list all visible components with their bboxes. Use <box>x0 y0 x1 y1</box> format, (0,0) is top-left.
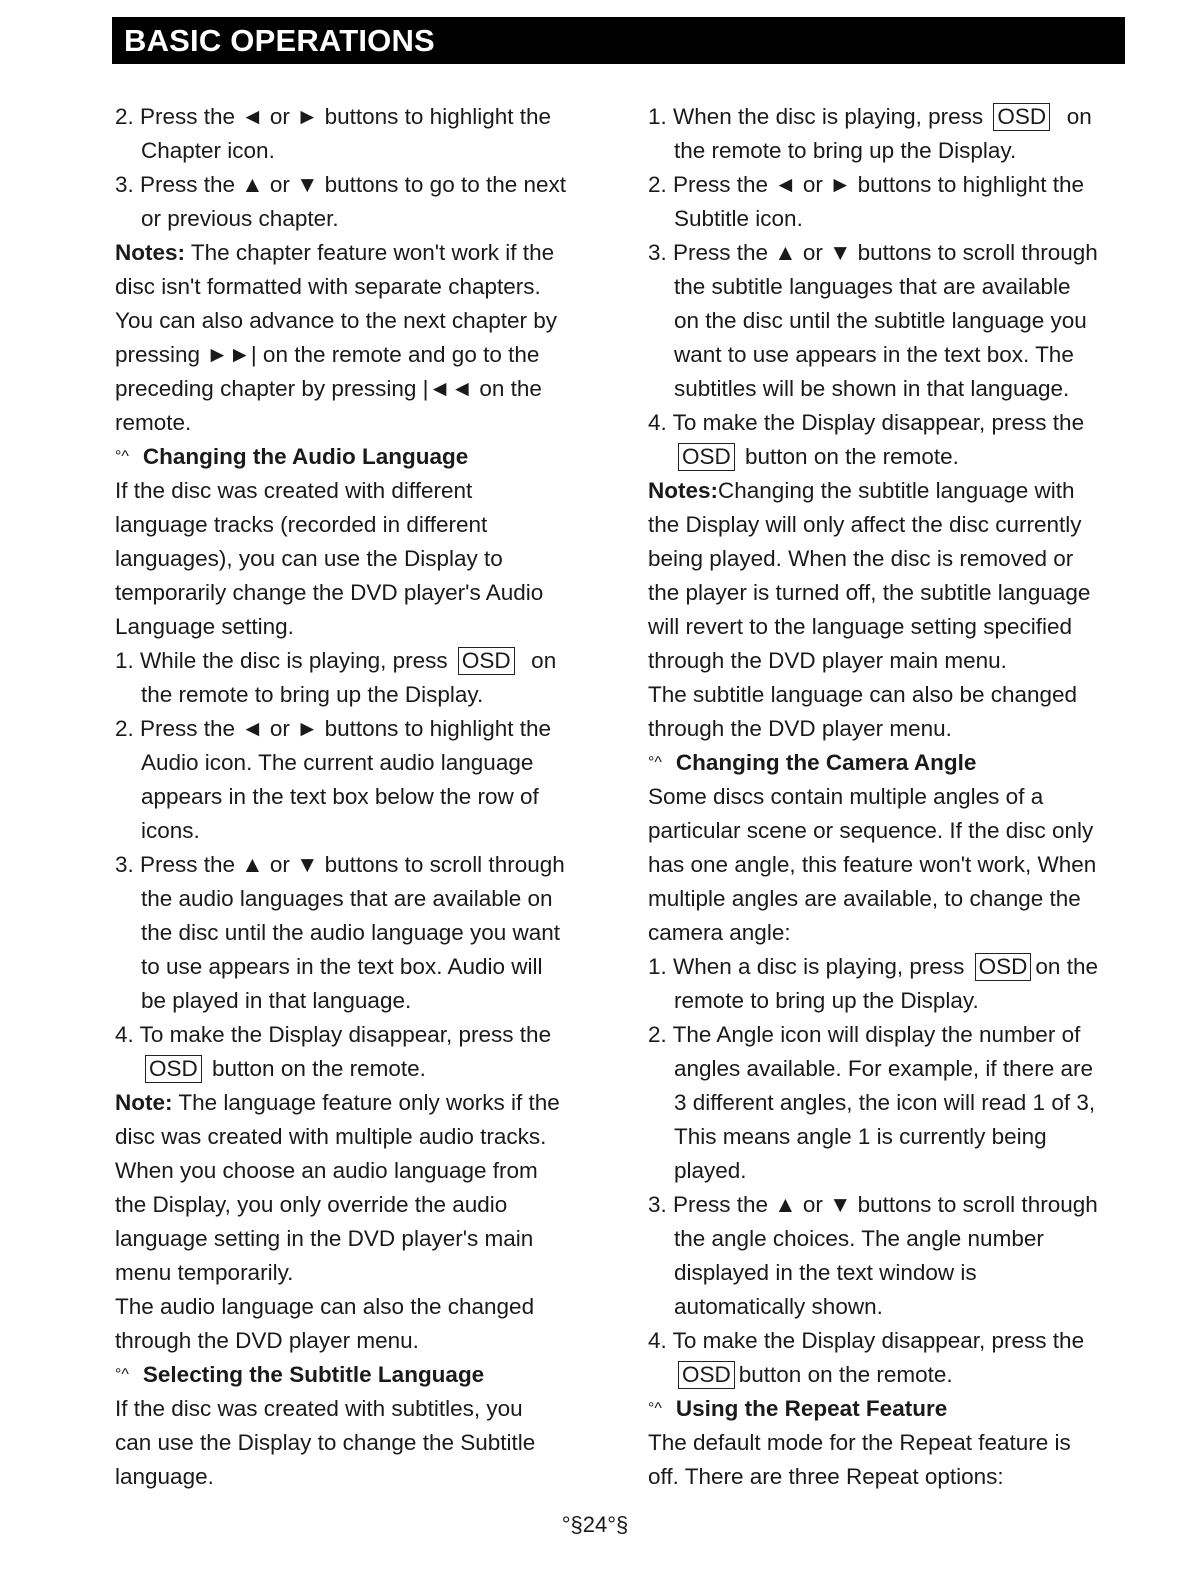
text-line <box>648 542 1138 576</box>
text-line <box>648 1256 1138 1290</box>
text-line <box>648 1086 1138 1120</box>
heading-bullet-icon: °^ <box>115 1366 129 1383</box>
text-line <box>115 644 605 678</box>
text-span: menu temporarily. <box>115 1260 294 1285</box>
text-line <box>115 814 605 848</box>
text-span: 1. When the disc is playing, press <box>648 104 990 129</box>
text-line <box>115 304 605 338</box>
text-line <box>115 270 605 304</box>
text-line <box>648 202 1138 236</box>
text-span: on the disc until the subtitle language you <box>674 308 1087 333</box>
text-line <box>115 780 605 814</box>
text-line <box>115 1052 605 1086</box>
text-span: When you choose an audio language from <box>115 1158 538 1183</box>
text-line <box>648 644 1138 678</box>
bold-label: Note: <box>115 1090 173 1115</box>
text-line <box>115 542 605 576</box>
text-line <box>648 950 1138 984</box>
text-span: 4. To make the Display disappear, press the <box>648 1328 1085 1353</box>
text-line <box>115 168 605 202</box>
text-span: button on the remote. <box>205 1056 426 1081</box>
text-line <box>648 984 1138 1018</box>
text-line <box>648 1290 1138 1324</box>
text-line <box>648 814 1138 848</box>
text-line <box>115 1324 605 1358</box>
text-span: disc was created with multiple audio tracks. <box>115 1124 547 1149</box>
text-span: the Display will only affect the disc currently <box>648 512 1082 537</box>
text-line <box>115 236 605 270</box>
text-line <box>648 1324 1138 1358</box>
text-span: appears in the text box below the row of <box>141 784 539 809</box>
text-span: be played in that language. <box>141 988 412 1013</box>
text-span: the audio languages that are available on <box>141 886 553 911</box>
text-line <box>648 610 1138 644</box>
text-line <box>115 338 605 372</box>
text-span: on <box>1054 104 1092 129</box>
text-line <box>115 1290 605 1324</box>
text-line <box>648 168 1138 202</box>
text-line <box>648 780 1138 814</box>
osd-button-label: OSD <box>678 443 735 471</box>
section-header-bar <box>112 17 1125 64</box>
text-line <box>115 678 605 712</box>
text-span: icons. <box>141 818 200 843</box>
text-line <box>115 882 605 916</box>
text-span: 4. To make the Display disappear, press the <box>648 410 1085 435</box>
text-span: can use the Display to change the Subtitle <box>115 1430 536 1455</box>
text-line <box>648 338 1138 372</box>
text-span: button on the remote. <box>738 444 959 469</box>
text-span: 1. While the disc is playing, press <box>115 648 454 673</box>
text-line <box>648 1154 1138 1188</box>
text-line <box>648 134 1138 168</box>
text-line <box>115 576 605 610</box>
text-span: 2. Press the ◄ or ► buttons to highlight the <box>115 716 552 741</box>
text-span: 1. When a disc is playing, press <box>648 954 971 979</box>
text-line <box>648 304 1138 338</box>
text-line <box>115 1392 605 1426</box>
text-span: angles available. For example, if there are <box>674 1056 1093 1081</box>
text-line <box>115 202 605 236</box>
osd-button-label: OSD <box>678 1361 735 1389</box>
text-span: automatically shown. <box>674 1294 883 1319</box>
text-line <box>648 882 1138 916</box>
text-span: Subtitle icon. <box>674 206 803 231</box>
text-span: 3. Press the ▲ or ▼ buttons to scroll through <box>115 852 565 877</box>
text-span: 3. Press the ▲ or ▼ buttons to scroll through <box>648 1192 1098 1217</box>
text-line <box>648 1358 1138 1392</box>
text-line <box>648 1222 1138 1256</box>
text-line <box>648 678 1138 712</box>
text-span: disc isn't formatted with separate chapters. <box>115 274 541 299</box>
text-line <box>115 848 605 882</box>
text-span: temporarily change the DVD player's Audio <box>115 580 544 605</box>
text-span: Selecting the Subtitle Language <box>142 1362 485 1387</box>
text-span: the subtitle languages that are available <box>674 274 1071 299</box>
heading-bullet-icon: °^ <box>648 754 662 771</box>
text-span: played. <box>674 1158 747 1183</box>
text-line <box>648 440 1138 474</box>
text-span: pressing ►►| on the remote and go to the <box>115 342 540 367</box>
text-line <box>648 1120 1138 1154</box>
text-line <box>648 100 1138 134</box>
text-span: remote to bring up the Display. <box>674 988 979 1013</box>
text-line <box>115 100 605 134</box>
text-line <box>648 236 1138 270</box>
bold-label: Notes: <box>648 478 719 503</box>
text-span: Changing the Camera Angle <box>675 750 977 775</box>
heading-bullet-icon: °^ <box>115 448 129 465</box>
text-span: Changing the subtitle language with <box>718 478 1075 503</box>
text-line <box>115 1426 605 1460</box>
osd-button-label: OSD <box>993 103 1050 131</box>
section-title: BASIC OPERATIONS <box>124 23 435 58</box>
text-span: 3. Press the ▲ or ▼ buttons to go to the next <box>115 172 567 197</box>
text-line <box>648 372 1138 406</box>
text-span: If the disc was created with different <box>115 478 473 503</box>
text-span: the remote to bring up the Display. <box>141 682 484 707</box>
text-span: through the DVD player menu. <box>115 1328 419 1353</box>
text-line <box>648 848 1138 882</box>
text-line <box>648 916 1138 950</box>
text-span: preceding chapter by pressing |◄◄ on the <box>115 376 542 401</box>
heading-bullet-icon: °^ <box>648 1400 662 1417</box>
text-span: language setting in the DVD player's main <box>115 1226 534 1251</box>
text-line <box>115 610 605 644</box>
text-span: the Display, you only override the audio <box>115 1192 508 1217</box>
text-line <box>648 474 1138 508</box>
text-span: or previous chapter. <box>141 206 339 231</box>
text-span: through the DVD player main menu. <box>648 648 1007 673</box>
text-line <box>115 1154 605 1188</box>
text-line <box>115 1460 605 1494</box>
text-line <box>115 1222 605 1256</box>
text-line <box>115 1086 605 1120</box>
text-span: This means angle 1 is currently being <box>674 1124 1047 1149</box>
right-column <box>648 100 1138 1494</box>
text-span: off. There are three Repeat options: <box>648 1464 1004 1489</box>
text-line <box>115 1120 605 1154</box>
text-line <box>648 1052 1138 1086</box>
osd-button-label: OSD <box>975 953 1032 981</box>
text-span: If the disc was created with subtitles, you <box>115 1396 523 1421</box>
text-span: Some discs contain multiple angles of a <box>648 784 1044 809</box>
text-span: Chapter icon. <box>141 138 275 163</box>
text-line <box>648 406 1138 440</box>
text-line <box>648 1018 1138 1052</box>
text-line <box>115 712 605 746</box>
text-span: 2. The Angle icon will display the number of <box>648 1022 1081 1047</box>
text-span: The default mode for the Repeat feature is <box>648 1430 1071 1455</box>
text-line <box>648 508 1138 542</box>
text-span: languages), you can use the Display to <box>115 546 503 571</box>
text-line <box>648 1460 1138 1494</box>
section-heading <box>648 746 1138 780</box>
text-span: 3 different angles, the icon will read 1 of 3, <box>674 1090 1096 1115</box>
text-span: on <box>518 648 557 673</box>
text-span: Audio icon. The current audio language <box>141 750 534 775</box>
text-line <box>115 950 605 984</box>
text-span: being played. When the disc is removed or <box>648 546 1074 571</box>
text-span: 2. Press the ◄ or ► buttons to highlight the <box>115 104 552 129</box>
text-span: the angle choices. The angle number <box>674 1226 1044 1251</box>
text-span: The chapter feature won't work if the <box>185 240 555 265</box>
text-line <box>115 134 605 168</box>
text-line <box>115 916 605 950</box>
text-span: You can also advance to the next chapter by <box>115 308 557 333</box>
text-line <box>648 1188 1138 1222</box>
text-span: language. <box>115 1464 214 1489</box>
text-span: the player is turned off, the subtitle language <box>648 580 1091 605</box>
text-line <box>115 474 605 508</box>
osd-button-label: OSD <box>145 1055 202 1083</box>
text-span: 4. To make the Display disappear, press the <box>115 1022 552 1047</box>
section-heading <box>115 440 605 474</box>
text-line <box>115 1018 605 1052</box>
text-span: particular scene or sequence. If the disc only <box>648 818 1094 843</box>
text-span: will revert to the language setting specified <box>648 614 1072 639</box>
text-span: The language feature only works if the <box>172 1090 560 1115</box>
text-span: to use appears in the text box. Audio will <box>141 954 543 979</box>
text-span: multiple angles are available, to change the <box>648 886 1081 911</box>
text-span: displayed in the text window is <box>674 1260 977 1285</box>
text-line <box>115 984 605 1018</box>
text-span: subtitles will be shown in that language. <box>674 376 1070 401</box>
text-span: Language setting. <box>115 614 294 639</box>
text-line <box>115 1256 605 1290</box>
text-span: button on the remote. <box>738 1362 953 1387</box>
text-span: Using the Repeat Feature <box>675 1396 948 1421</box>
text-line <box>648 576 1138 610</box>
text-line <box>648 270 1138 304</box>
osd-button-label: OSD <box>458 647 515 675</box>
text-span: the disc until the audio language you want <box>141 920 561 945</box>
section-heading <box>648 1392 1138 1426</box>
text-span: the remote to bring up the Display. <box>674 138 1017 163</box>
text-line <box>115 372 605 406</box>
text-line <box>115 746 605 780</box>
text-span: has one angle, this feature won't work, When <box>648 852 1097 877</box>
page-number: °§24°§ <box>561 1512 629 1537</box>
text-span: language tracks (recorded in different <box>115 512 488 537</box>
text-line <box>115 1188 605 1222</box>
left-column <box>115 100 605 1494</box>
text-span: on the <box>1035 954 1098 979</box>
text-line <box>115 406 605 440</box>
section-heading <box>115 1358 605 1392</box>
text-span: The audio language can also the changed <box>115 1294 535 1319</box>
bold-label: Notes: <box>115 240 186 265</box>
text-span: remote. <box>115 410 192 435</box>
text-span: camera angle: <box>648 920 791 945</box>
text-span: The subtitle language can also be changed <box>648 682 1078 707</box>
text-line <box>648 1426 1138 1460</box>
text-span: 2. Press the ◄ or ► buttons to highlight the <box>648 172 1085 197</box>
text-line <box>115 508 605 542</box>
text-span: 3. Press the ▲ or ▼ buttons to scroll through <box>648 240 1098 265</box>
text-line <box>648 712 1138 746</box>
text-span: through the DVD player menu. <box>648 716 952 741</box>
text-span: want to use appears in the text box. The <box>674 342 1074 367</box>
text-span: Changing the Audio Language <box>142 444 469 469</box>
